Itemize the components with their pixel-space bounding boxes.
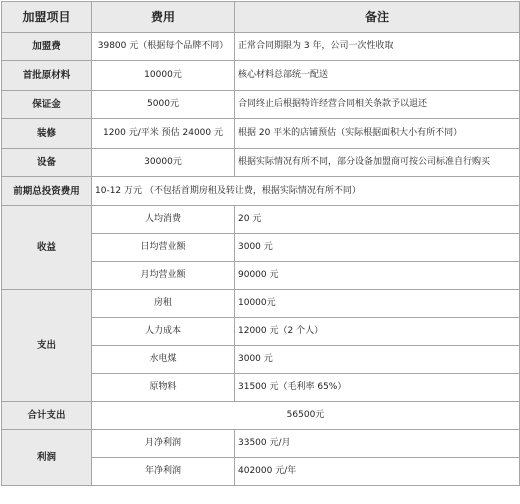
expense-item-name: 水电煤 [92,346,235,374]
materials-label: 首批原材料 [2,61,92,91]
materials-note: 核心材料总部统一配送 [235,61,520,91]
income-label: 收益 [2,206,92,290]
expense-item-value: 12000 元（2 个人） [235,318,520,346]
header-row [2,2,520,33]
decoration-row [2,119,520,149]
franchise-fee-row [2,33,520,61]
equipment-note: 根据实际情况有所不同，部分设备加盟商可按公司标准自行购买 [235,149,520,177]
equipment-value: 30000元 [92,149,235,177]
deposit-row [2,91,520,119]
equipment-row [2,149,520,177]
income-item-name: 人均消费 [92,206,235,234]
franchise-fee-note: 正常合同期限为 3 年，公司一次性收取 [235,33,520,61]
deposit-value: 5000元 [92,91,235,119]
materials-value: 10000元 [92,61,235,91]
expense-item-value: 10000元 [235,290,520,318]
expense-item-value: 3000 元 [235,346,520,374]
franchise-cost-table [1,1,520,486]
expense-item-name: 房租 [92,290,235,318]
expense-item-name: 人力成本 [92,318,235,346]
income-item-value: 90000 元 [235,262,520,290]
total-expense-label: 合计支出 [2,402,92,430]
header-item: 加盟项目 [2,2,92,33]
income-item-name: 日均营业额 [92,234,235,262]
decoration-note: 根据 20 平米的店铺预估（实际根据面积大小有所不同） [235,119,520,149]
franchise-fee-value: 39800 元（根据每个品牌不同） [92,33,235,61]
decoration-value: 1200 元/平米 预估 24000 元 [92,119,235,149]
decoration-label: 装修 [2,119,92,149]
income-item-value: 3000 元 [235,234,520,262]
equipment-label: 设备 [2,149,92,177]
profit-row [2,430,520,458]
profit-label: 利润 [2,430,92,486]
profit-item-name: 年净利润 [92,458,235,486]
header-fee: 费用 [92,2,235,33]
income-item-value: 20 元 [235,206,520,234]
total-invest-value: 10-12 万元 （不包括首期房租及转让费，根据实际情况有所不同） [92,177,520,206]
materials-row [2,61,520,91]
expense-item-value: 31500 元（毛利率 65%） [235,374,520,402]
deposit-label: 保证金 [2,91,92,119]
deposit-note: 合同终止后根据特许经营合同相关条款予以退还 [235,91,520,119]
expense-item-name: 原物料 [92,374,235,402]
income-item-name: 月均营业额 [92,262,235,290]
expense-label: 支出 [2,290,92,402]
header-note: 备注 [235,2,520,33]
profit-item-name: 月净利润 [92,430,235,458]
profit-item-value: 33500 元/月 [235,430,520,458]
total-invest-label: 前期总投资费用 [2,177,92,206]
income-row [2,206,520,234]
total-invest-row [2,177,520,206]
total-expense-value: 56500元 [92,402,520,430]
expense-row [2,290,520,318]
total-expense-row [2,402,520,430]
profit-item-value: 402000 元/年 [235,458,520,486]
franchise-fee-label: 加盟费 [2,33,92,61]
